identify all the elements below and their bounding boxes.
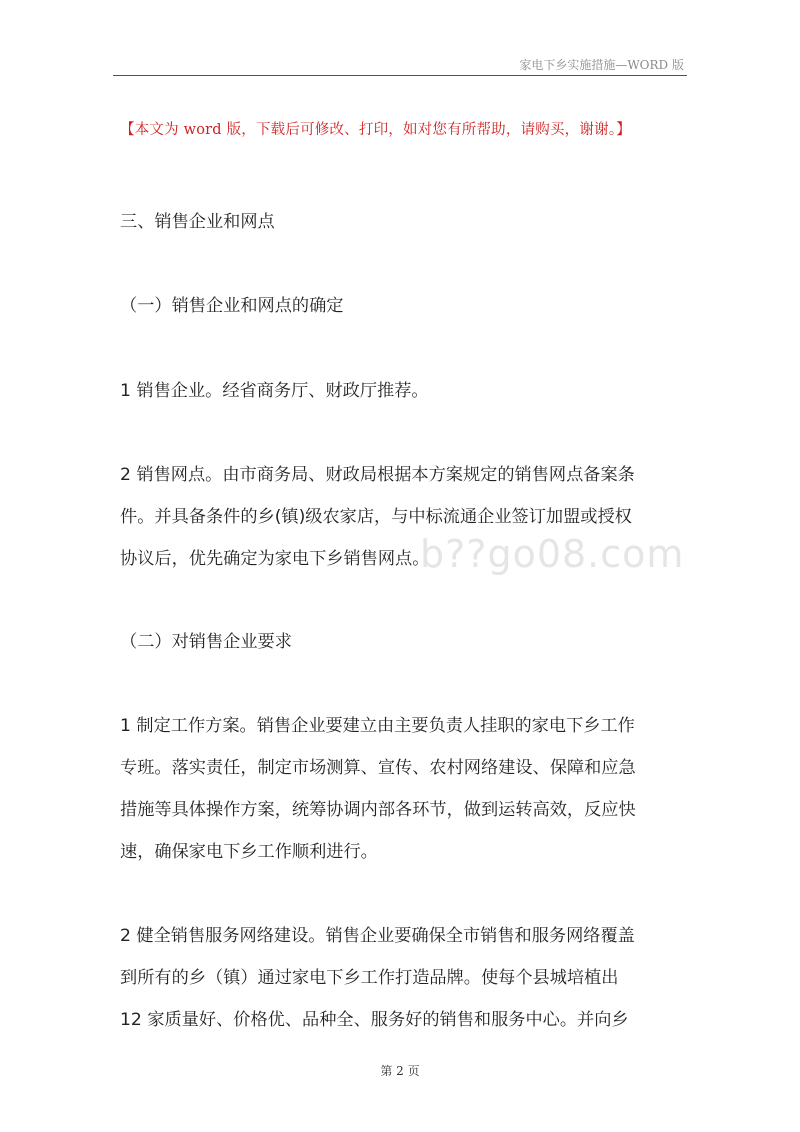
paragraph-line: 2 健全销售服务网络建设。销售企业要确保全市销售和服务网络覆盖 bbox=[120, 926, 635, 946]
paragraph-line: 1 制定工作方案。销售企业要建立由主要负责人挂职的家电下乡工作 bbox=[120, 716, 635, 736]
paragraph-line: 专班。落实责任，制定市场测算、宣传、农村网络建设、保障和应急 bbox=[120, 758, 636, 778]
paragraph-line: 速，确保家电下乡工作顺利进行。 bbox=[120, 842, 378, 862]
purchase-notice: 【本文为 word 版，下载后可修改、打印，如对您有所帮助，请购买，谢谢。】 bbox=[120, 122, 631, 138]
paragraph-line: 1 销售企业。经省商务厅、财政厅推荐。 bbox=[120, 381, 429, 401]
paragraph-line: 协议后，优先确定为家电下乡销售网点。 bbox=[120, 549, 430, 569]
paragraph-line: 件。并具备条件的乡(镇)级农家店，与中标流通企业签订加盟或授权 bbox=[120, 507, 632, 527]
paragraph-line: 措施等具体操作方案，统筹协调内部各环节，做到运转高效，反应快 bbox=[120, 800, 636, 820]
page-header bbox=[0, 50, 800, 76]
subsection-heading: （一）销售企业和网点的确定 bbox=[120, 296, 344, 316]
subsection-heading: （二）对销售企业要求 bbox=[120, 632, 292, 652]
section-heading: 三、销售企业和网点 bbox=[120, 212, 275, 232]
page-number: 第 2 页 bbox=[380, 1064, 420, 1078]
document-title-header: 家电下乡实施措施—WORD 版 bbox=[519, 58, 684, 72]
paragraph-line: 2 销售网点。由市商务局、财政局根据本方案规定的销售网点备案条 bbox=[120, 465, 635, 485]
watermark-text: b??go08.com bbox=[420, 532, 685, 576]
paragraph-line: 到所有的乡（镇）通过家电下乡工作打造品牌。使每个县城培植出 bbox=[120, 968, 619, 988]
paragraph-line: 12 家质量好、价格优、品种全、服务好的销售和服务中心。并向乡 bbox=[120, 1010, 629, 1030]
header-divider bbox=[113, 75, 687, 76]
